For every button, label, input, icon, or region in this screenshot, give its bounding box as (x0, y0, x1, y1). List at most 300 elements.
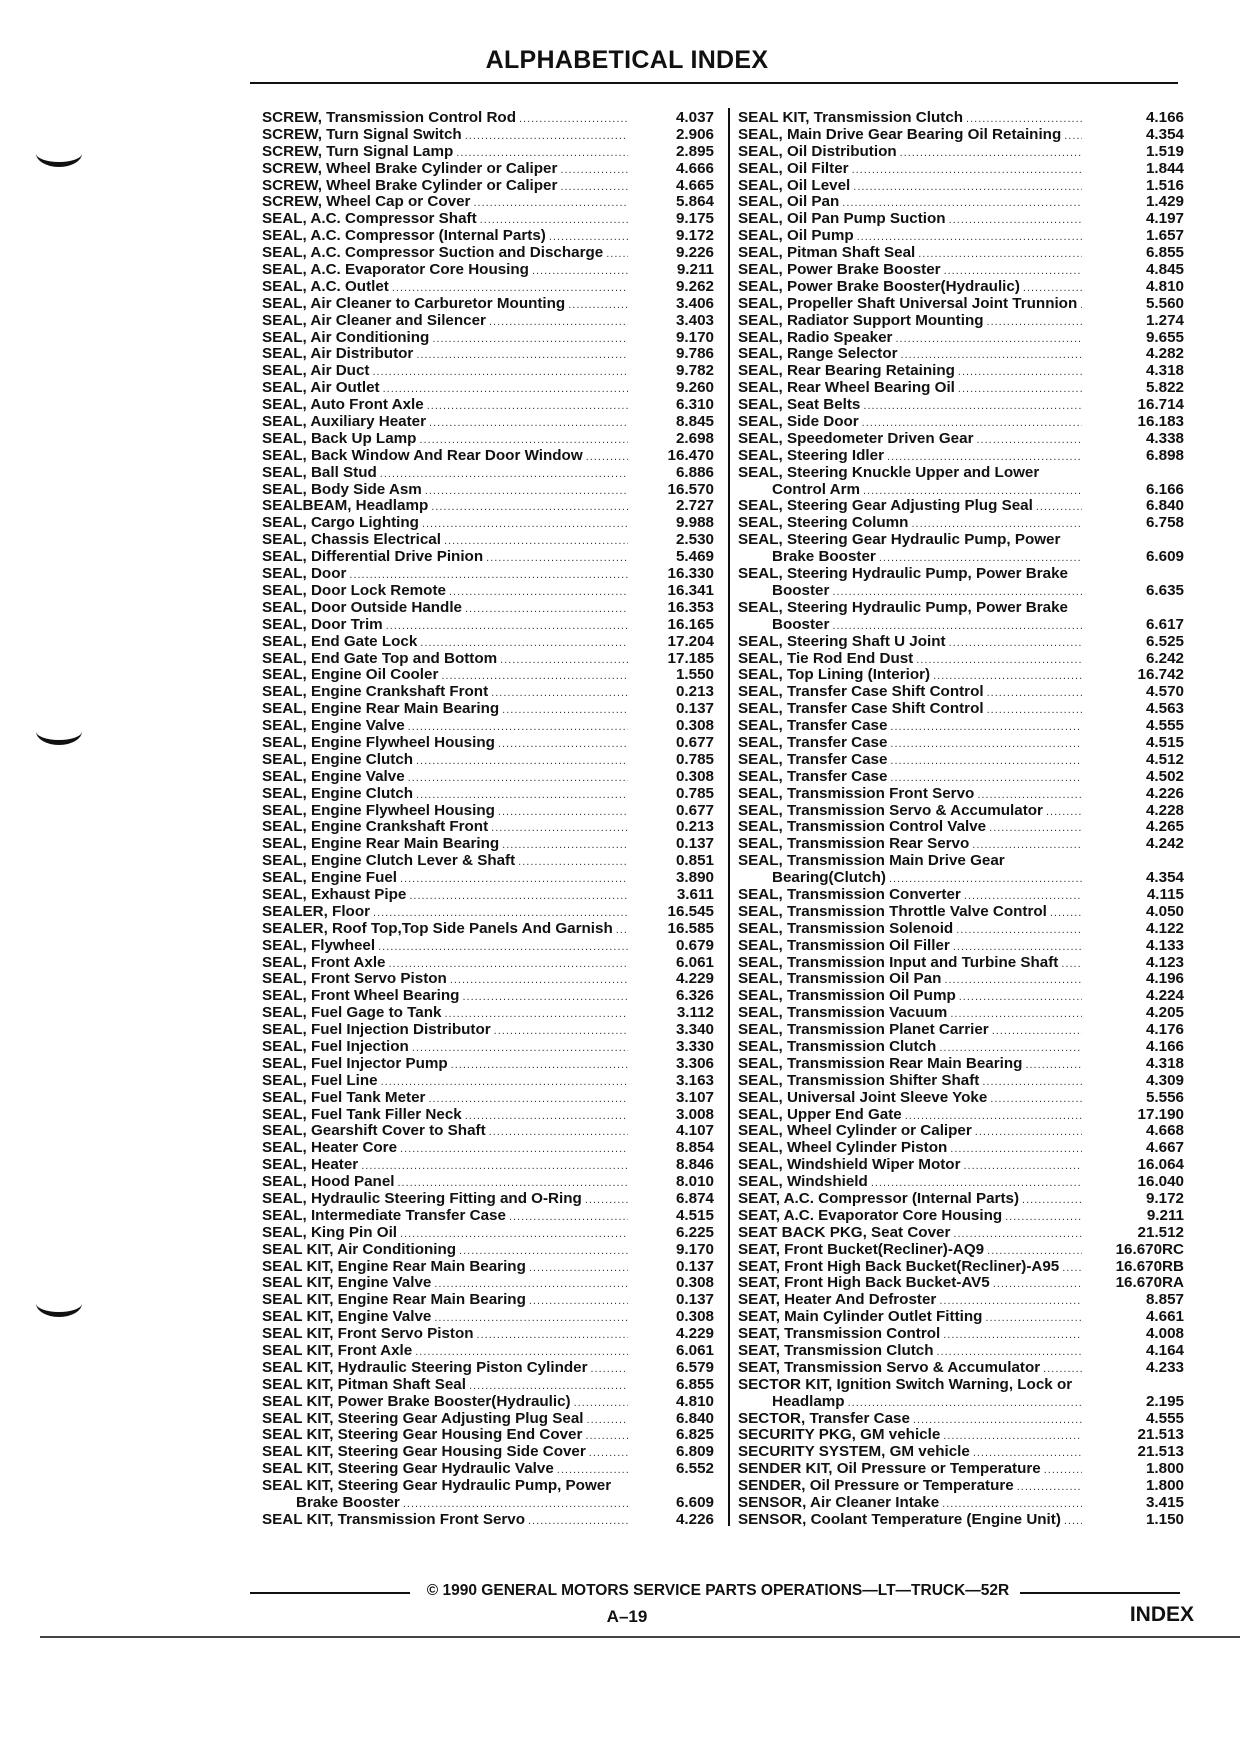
bottom-rule (40, 1636, 1240, 1638)
entry-page-number: 16.165 (667, 615, 714, 633)
dot-leader (465, 601, 628, 618)
index-entry (262, 515, 714, 532)
entry-label: SEAL, Engine Clutch Lever & Shaft (262, 852, 516, 870)
index-entry (738, 414, 1184, 431)
entry-page-number: 0.677 (675, 801, 714, 819)
entry-page-number: 5.560 (1145, 294, 1184, 312)
index-entry (262, 583, 714, 600)
entry-page-number: 9.211 (676, 261, 714, 279)
entry-label: SEAL, Air Cleaner and Silencer (262, 311, 486, 329)
index-entry (738, 870, 1184, 887)
entry-label: SEAL, Transmission Rear Main Bearing (738, 1054, 1023, 1072)
dot-leader (1044, 1462, 1082, 1479)
entry-page-number: 2.698 (675, 429, 714, 447)
index-entry (738, 769, 1184, 786)
entry-label: SEAL, Engine Flywheel Housing (262, 801, 495, 819)
dot-leader (992, 1023, 1082, 1040)
entry-label: SEAL, Body Side Asm (262, 480, 422, 498)
entry-page-number: 1.550 (675, 666, 714, 684)
dot-leader (429, 415, 628, 432)
entry-page-number: 9.260 (675, 379, 714, 397)
dot-leader (408, 770, 628, 787)
dot-leader (1036, 499, 1082, 516)
entry-page-number: 4.563 (1145, 700, 1184, 718)
dot-leader (953, 939, 1082, 956)
entry-page-number: 6.579 (675, 1358, 714, 1376)
dot-leader (890, 753, 1082, 770)
entry-label: SEAL, Engine Oil Cooler (262, 666, 439, 684)
index-entry (738, 346, 1184, 363)
dot-leader (1062, 1260, 1082, 1277)
entry-page-number: 4.667 (1145, 1139, 1184, 1157)
entry-page-number: 4.224 (1145, 987, 1184, 1005)
index-entry (738, 684, 1184, 701)
dot-leader (491, 820, 628, 837)
dot-leader (1017, 1479, 1082, 1496)
index-entry (738, 1259, 1184, 1276)
entry-page-number: 4.512 (1145, 750, 1184, 768)
entry-label: SEAL KIT, Steering Gear Housing End Cover (262, 1426, 583, 1444)
entry-label: SEAL, Transmission Vacuum (738, 1004, 948, 1022)
dot-leader (427, 398, 628, 415)
entry-label: SEAL, Auxiliary Heater (262, 413, 427, 431)
entry-label: SEAL KIT, Engine Rear Main Bearing (262, 1257, 526, 1275)
entry-label: SEAL, Oil Pan (738, 193, 840, 211)
punch-hole-mark (36, 718, 82, 745)
entry-label: SEAL, Engine Clutch (262, 750, 414, 768)
entry-label: SEAL, Side Door (738, 413, 859, 431)
index-entry (262, 1259, 714, 1276)
entry-label: Booster (772, 615, 830, 633)
dot-leader (518, 854, 628, 871)
entry-page-number: 17.190 (1137, 1105, 1184, 1123)
entry-label: SENDER, Oil Pressure or Temperature (738, 1477, 1014, 1495)
entry-page-number: 6.552 (675, 1460, 714, 1478)
dot-leader (528, 1513, 628, 1530)
entry-page-number: 4.668 (1145, 1122, 1184, 1140)
entry-label: SEAL, Engine Valve (262, 717, 405, 735)
entry-label: SEAL, A.C. Compressor Shaft (262, 210, 477, 228)
entry-label: SENSOR, Coolant Temperature (Engine Unit) (738, 1510, 1061, 1528)
entry-label: SEAL, Power Brake Booster(Hydraulic) (738, 277, 1020, 295)
entry-page-number: 6.825 (675, 1426, 714, 1444)
entry-label: SEAL, Transmission Servo & Accumulator (738, 801, 1043, 819)
entry-label: SEALER, Roof Top,Top Side Panels And Garnish (262, 919, 613, 937)
index-entry (738, 617, 1184, 634)
entry-page-number: 6.886 (675, 463, 714, 481)
entry-label: SEAT, A.C. Evaporator Core Housing (738, 1206, 1003, 1224)
entry-label: SEAL, Wheel Cylinder Piston (738, 1139, 948, 1157)
entry-page-number: 0.308 (675, 1274, 714, 1292)
dot-leader (863, 398, 1082, 415)
index-entry (738, 1157, 1184, 1174)
entry-page-number: 8.845 (675, 413, 714, 431)
index-entry (262, 380, 714, 397)
index-entry (262, 330, 714, 347)
entry-label: SEAL KIT, Power Brake Booster(Hydraulic) (262, 1392, 571, 1410)
dot-leader (502, 837, 628, 854)
entry-page-number: 4.661 (1145, 1308, 1184, 1326)
entry-label: SEAL, Transmission Control Valve (738, 818, 987, 836)
entry-page-number: 16.064 (1137, 1156, 1184, 1174)
entry-page-number: 4.115 (1146, 885, 1184, 903)
index-entry (738, 667, 1184, 684)
entry-page-number: 17.204 (667, 632, 714, 650)
entry-page-number: 6.609 (1145, 548, 1184, 566)
index-entry (738, 1090, 1184, 1107)
index-entry (262, 769, 714, 786)
index-entry (262, 634, 714, 651)
entry-page-number: 9.172 (1145, 1190, 1184, 1207)
index-entry (738, 853, 1184, 870)
dot-leader (956, 922, 1082, 939)
index-entry (738, 1275, 1184, 1292)
dot-leader (420, 635, 628, 652)
dot-leader (560, 179, 628, 196)
index-entry (738, 786, 1184, 803)
entry-page-number: 4.226 (1145, 784, 1184, 802)
index-entry (262, 1225, 714, 1242)
index-entry (738, 1326, 1184, 1343)
entry-page-number: 6.840 (1145, 497, 1184, 515)
index-entry (738, 431, 1184, 448)
entry-page-number: 2.727 (675, 497, 714, 515)
entry-label: SEAL, Back Up Lamp (262, 429, 417, 447)
entry-label: SEAT, Transmission Control (738, 1325, 941, 1343)
entry-label: SEAL KIT, Front Axle (262, 1342, 413, 1360)
entry-label: SEAL, Ball Stud (262, 463, 377, 481)
entry-label: SEAL, Fuel Gage to Tank (262, 1004, 442, 1022)
index-entry (738, 532, 1184, 549)
entry-label: SEAL, Fuel Tank Filler Neck (262, 1105, 462, 1123)
index-entry (262, 1191, 714, 1208)
dot-leader (982, 1074, 1082, 1091)
index-entry (262, 1039, 714, 1056)
entry-label: SEAL, Transmission Planet Carrier (738, 1021, 989, 1039)
entry-label: SEAL KIT, Hydraulic Steering Piston Cylinder (262, 1358, 588, 1376)
dot-leader (977, 787, 1082, 804)
index-entry (738, 1478, 1184, 1495)
entry-label: SEAL, Transmission Front Servo (738, 784, 975, 802)
index-entry (262, 718, 714, 735)
dot-leader (509, 1209, 628, 1226)
entry-page-number: 2.906 (675, 125, 714, 143)
entry-page-number: 4.666 (675, 159, 714, 177)
index-entry (738, 1427, 1184, 1444)
entry-label: Booster (772, 581, 830, 599)
entry-page-number: 4.338 (1145, 429, 1184, 447)
index-entry (262, 245, 714, 262)
entry-page-number: 9.170 (675, 1240, 714, 1258)
entry-page-number: 4.515 (1145, 733, 1184, 751)
punch-hole-mark (36, 140, 82, 167)
dot-leader (500, 652, 628, 669)
entry-page-number: 6.166 (1145, 480, 1184, 498)
entry-label: SEAL, Steering Gear Hydraulic Pump, Power (738, 531, 1061, 549)
index-entry (738, 1512, 1184, 1529)
entry-label: SEAL, Fuel Tank Meter (262, 1088, 426, 1106)
index-entry (262, 1377, 714, 1394)
dot-leader (1064, 1513, 1082, 1530)
entry-page-number: 0.213 (675, 683, 714, 701)
entry-label: SEAL, Heater Core (262, 1139, 398, 1157)
entry-label: SEAL, Transmission Oil Pump (738, 987, 956, 1005)
index-entry (738, 296, 1184, 313)
entry-page-number: 4.354 (1145, 125, 1184, 143)
entry-page-number: 2.895 (675, 142, 714, 160)
index-entry (738, 904, 1184, 921)
entry-label: SEAL, Steering Column (738, 514, 909, 532)
dot-leader (473, 195, 628, 212)
entry-label: SEAT, Front High Back Bucket-AV5 (738, 1274, 990, 1292)
index-entry (262, 735, 714, 752)
index-entry (738, 1073, 1184, 1090)
entry-label: Headlamp (772, 1392, 845, 1410)
entry-label: SEAL, Front Servo Piston (262, 970, 447, 988)
entry-label: SEAL, End Gate Lock (262, 632, 418, 650)
entry-label: SEAL, Propeller Shaft Universal Joint Trunnion (738, 294, 1078, 312)
entry-page-number: 4.229 (675, 1325, 714, 1343)
index-entry (738, 836, 1184, 853)
entry-page-number: 1.429 (1145, 193, 1184, 211)
entry-page-number: 4.166 (1145, 109, 1184, 126)
entry-label: SEAL, Back Window And Rear Door Window (262, 446, 583, 464)
dot-leader (587, 1412, 628, 1429)
entry-label: SEAL, King Pin Oil (262, 1223, 398, 1241)
entry-page-number: 16.330 (667, 565, 714, 583)
entry-page-number: 4.665 (675, 176, 714, 194)
entry-page-number: 1.274 (1145, 311, 1184, 329)
index-entry (262, 313, 714, 330)
index-entry (262, 482, 714, 499)
entry-label: SEAL, Engine Crankshaft Front (262, 818, 489, 836)
entry-page-number: 1.800 (1145, 1477, 1184, 1495)
entry-page-number: 4.242 (1145, 835, 1184, 853)
index-entry (738, 1039, 1184, 1056)
entry-label: SEAL, Main Drive Gear Bearing Oil Retaining (738, 125, 1062, 143)
entry-label: SEAT, Transmission Servo & Accumulator (738, 1358, 1041, 1376)
index-entry (262, 836, 714, 853)
index-entry (262, 988, 714, 1005)
dot-leader (1025, 1057, 1082, 1074)
dot-leader (502, 702, 628, 719)
entry-label: SEAL, Door (262, 565, 347, 583)
entry-label: SCREW, Turn Signal Switch (262, 125, 462, 143)
entry-page-number: 6.061 (675, 1342, 714, 1360)
index-entry (738, 1005, 1184, 1022)
entry-page-number: 17.185 (667, 649, 714, 667)
entry-page-number: 6.635 (1145, 581, 1184, 599)
dot-leader (606, 246, 628, 263)
entry-label: SEAL, Oil Filter (738, 159, 849, 177)
index-entry (738, 1123, 1184, 1140)
entry-page-number: 4.166 (1145, 1037, 1184, 1055)
entry-page-number: 6.310 (675, 396, 714, 414)
entry-page-number: 4.205 (1145, 1004, 1184, 1022)
dot-leader (918, 246, 1082, 263)
dot-leader (590, 1361, 628, 1378)
entry-page-number: 4.810 (1145, 277, 1184, 295)
entry-page-number: 0.308 (675, 767, 714, 785)
entry-page-number: 6.874 (675, 1190, 714, 1207)
index-entry (262, 887, 714, 904)
entry-label: SEAL, Wheel Cylinder or Caliper (738, 1122, 972, 1140)
entry-label: SEAL, Intermediate Transfer Case (262, 1206, 506, 1224)
dot-leader (532, 263, 628, 280)
index-entry (262, 819, 714, 836)
entry-page-number: 4.228 (1145, 801, 1184, 819)
index-entry (738, 482, 1184, 499)
index-entry (738, 330, 1184, 347)
entry-page-number: 4.226 (675, 1510, 714, 1528)
entry-page-number: 3.107 (675, 1088, 714, 1106)
entry-page-number: 3.415 (1145, 1494, 1184, 1512)
dot-leader (519, 111, 628, 128)
index-entry (738, 1022, 1184, 1039)
dot-leader (852, 162, 1082, 179)
entry-label: SEAL, Speedometer Driven Gear (738, 429, 974, 447)
index-entry (262, 448, 714, 465)
entry-page-number: 6.225 (675, 1223, 714, 1241)
entry-label: SEAL, A.C. Evaporator Core Housing (262, 261, 529, 279)
entry-label: SEAL, Engine Fuel (262, 869, 398, 887)
index-entry (738, 245, 1184, 262)
dot-leader (489, 314, 628, 331)
entry-label: SEAL, Rear Wheel Bearing Oil (738, 379, 955, 397)
entry-page-number: 5.469 (675, 548, 714, 566)
index-entry (738, 279, 1184, 296)
entry-label: SEAL, Steering Idler (738, 446, 885, 464)
entry-label: SEAL KIT, Transmission Front Servo (262, 1510, 526, 1528)
entry-page-number: 1.844 (1145, 159, 1184, 177)
dot-leader (425, 483, 628, 500)
entry-label: SEAL, Door Trim (262, 615, 383, 633)
entry-page-number: 16.353 (667, 598, 714, 616)
entry-label: SEAL, Steering Shaft U Joint (738, 632, 946, 650)
dot-leader (950, 1141, 1082, 1158)
entry-label: SEALER, Floor (262, 902, 371, 920)
index-entry (262, 955, 714, 972)
entry-page-number: 4.502 (1145, 767, 1184, 785)
index-entry (262, 1208, 714, 1225)
index-entry (262, 803, 714, 820)
entry-page-number: 0.308 (675, 717, 714, 735)
dot-leader (489, 1124, 628, 1141)
index-entry (738, 363, 1184, 380)
index-entry (738, 313, 1184, 330)
dot-leader (568, 297, 628, 314)
entry-page-number: 6.061 (675, 953, 714, 971)
index-entry (738, 634, 1184, 651)
dot-leader (400, 1141, 628, 1158)
dot-leader (560, 162, 628, 179)
dot-leader (944, 972, 1082, 989)
entry-page-number: 3.340 (675, 1021, 714, 1039)
index-entry (262, 1461, 714, 1478)
entry-page-number: 8.846 (675, 1156, 714, 1174)
entry-page-number: 4.555 (1145, 1409, 1184, 1427)
index-entry (262, 279, 714, 296)
dot-leader (900, 145, 1082, 162)
dot-leader (959, 989, 1082, 1006)
index-entry (262, 498, 714, 515)
entry-page-number: 16.183 (1137, 413, 1184, 431)
entry-label: SEAL, Engine Valve (262, 767, 405, 785)
index-entry (738, 1056, 1184, 1073)
entry-label: Bearing(Clutch) (772, 869, 886, 887)
entry-label: SEAL KIT, Steering Gear Adjusting Plug Seal (262, 1409, 584, 1427)
header-rule (250, 82, 1178, 84)
entry-label: SCREW, Wheel Cap or Cover (262, 193, 471, 211)
index-entry (738, 803, 1184, 820)
entry-label: SEAL, Transmission Solenoid (738, 919, 954, 937)
entry-page-number: 4.570 (1145, 683, 1184, 701)
entry-page-number: 6.326 (675, 987, 714, 1005)
entry-label: SEAL, A.C. Outlet (262, 277, 389, 295)
index-entry (738, 498, 1184, 515)
entry-page-number: 6.525 (1145, 632, 1184, 650)
entry-label: SECTOR, Transfer Case (738, 1409, 910, 1427)
entry-page-number: 0.785 (675, 784, 714, 802)
entry-page-number: 0.308 (675, 1308, 714, 1326)
index-entry (262, 1495, 714, 1512)
index-entry (262, 667, 714, 684)
entry-page-number: 3.890 (675, 869, 714, 887)
entry-label: SEAL, Engine Rear Main Bearing (262, 835, 500, 853)
dot-leader (585, 1428, 628, 1445)
entry-page-number: 2.530 (675, 531, 714, 549)
index-entry (738, 1292, 1184, 1309)
entry-page-number: 5.822 (1145, 379, 1184, 397)
index-entry (738, 1225, 1184, 1242)
index-entry (738, 1343, 1184, 1360)
entry-label: SEAL, Seat Belts (738, 396, 861, 414)
entry-page-number: 6.840 (675, 1409, 714, 1427)
index-entry (738, 819, 1184, 836)
entry-page-number: 9.782 (675, 362, 714, 380)
index-entry (262, 1343, 714, 1360)
index-entry (262, 1411, 714, 1428)
index-entry (262, 752, 714, 769)
dot-leader (1061, 956, 1082, 973)
entry-page-number: 1.657 (1145, 227, 1184, 245)
index-column-right (738, 110, 1184, 1529)
dot-leader (987, 685, 1082, 702)
dot-leader (1005, 1209, 1082, 1226)
index-entry (262, 414, 714, 431)
entry-page-number: 16.545 (667, 902, 714, 920)
section-name: INDEX (1129, 1603, 1194, 1626)
entry-page-number: 4.133 (1145, 936, 1184, 954)
index-entry (738, 194, 1184, 211)
entry-page-number: 4.122 (1145, 919, 1184, 937)
index-entry (738, 1411, 1184, 1428)
entry-page-number: 3.306 (675, 1054, 714, 1072)
entry-page-number: 4.515 (675, 1206, 714, 1224)
entry-label: SEAL, End Gate Top and Bottom (262, 649, 498, 667)
index-entry (738, 161, 1184, 178)
column-divider (728, 108, 730, 1526)
entry-page-number: 4.123 (1145, 953, 1184, 971)
dot-leader (890, 736, 1082, 753)
dot-leader (1050, 905, 1082, 922)
entry-page-number: 4.265 (1145, 818, 1184, 836)
entry-label: SEAL, Universal Joint Sleeve Yoke (738, 1088, 988, 1106)
entry-page-number: 4.164 (1145, 1342, 1184, 1360)
entry-label: SECURITY PKG, GM vehicle (738, 1426, 941, 1444)
entry-label: SEAL KIT, Engine Valve (262, 1308, 432, 1326)
entry-label: SEAL, Range Selector (738, 345, 898, 363)
